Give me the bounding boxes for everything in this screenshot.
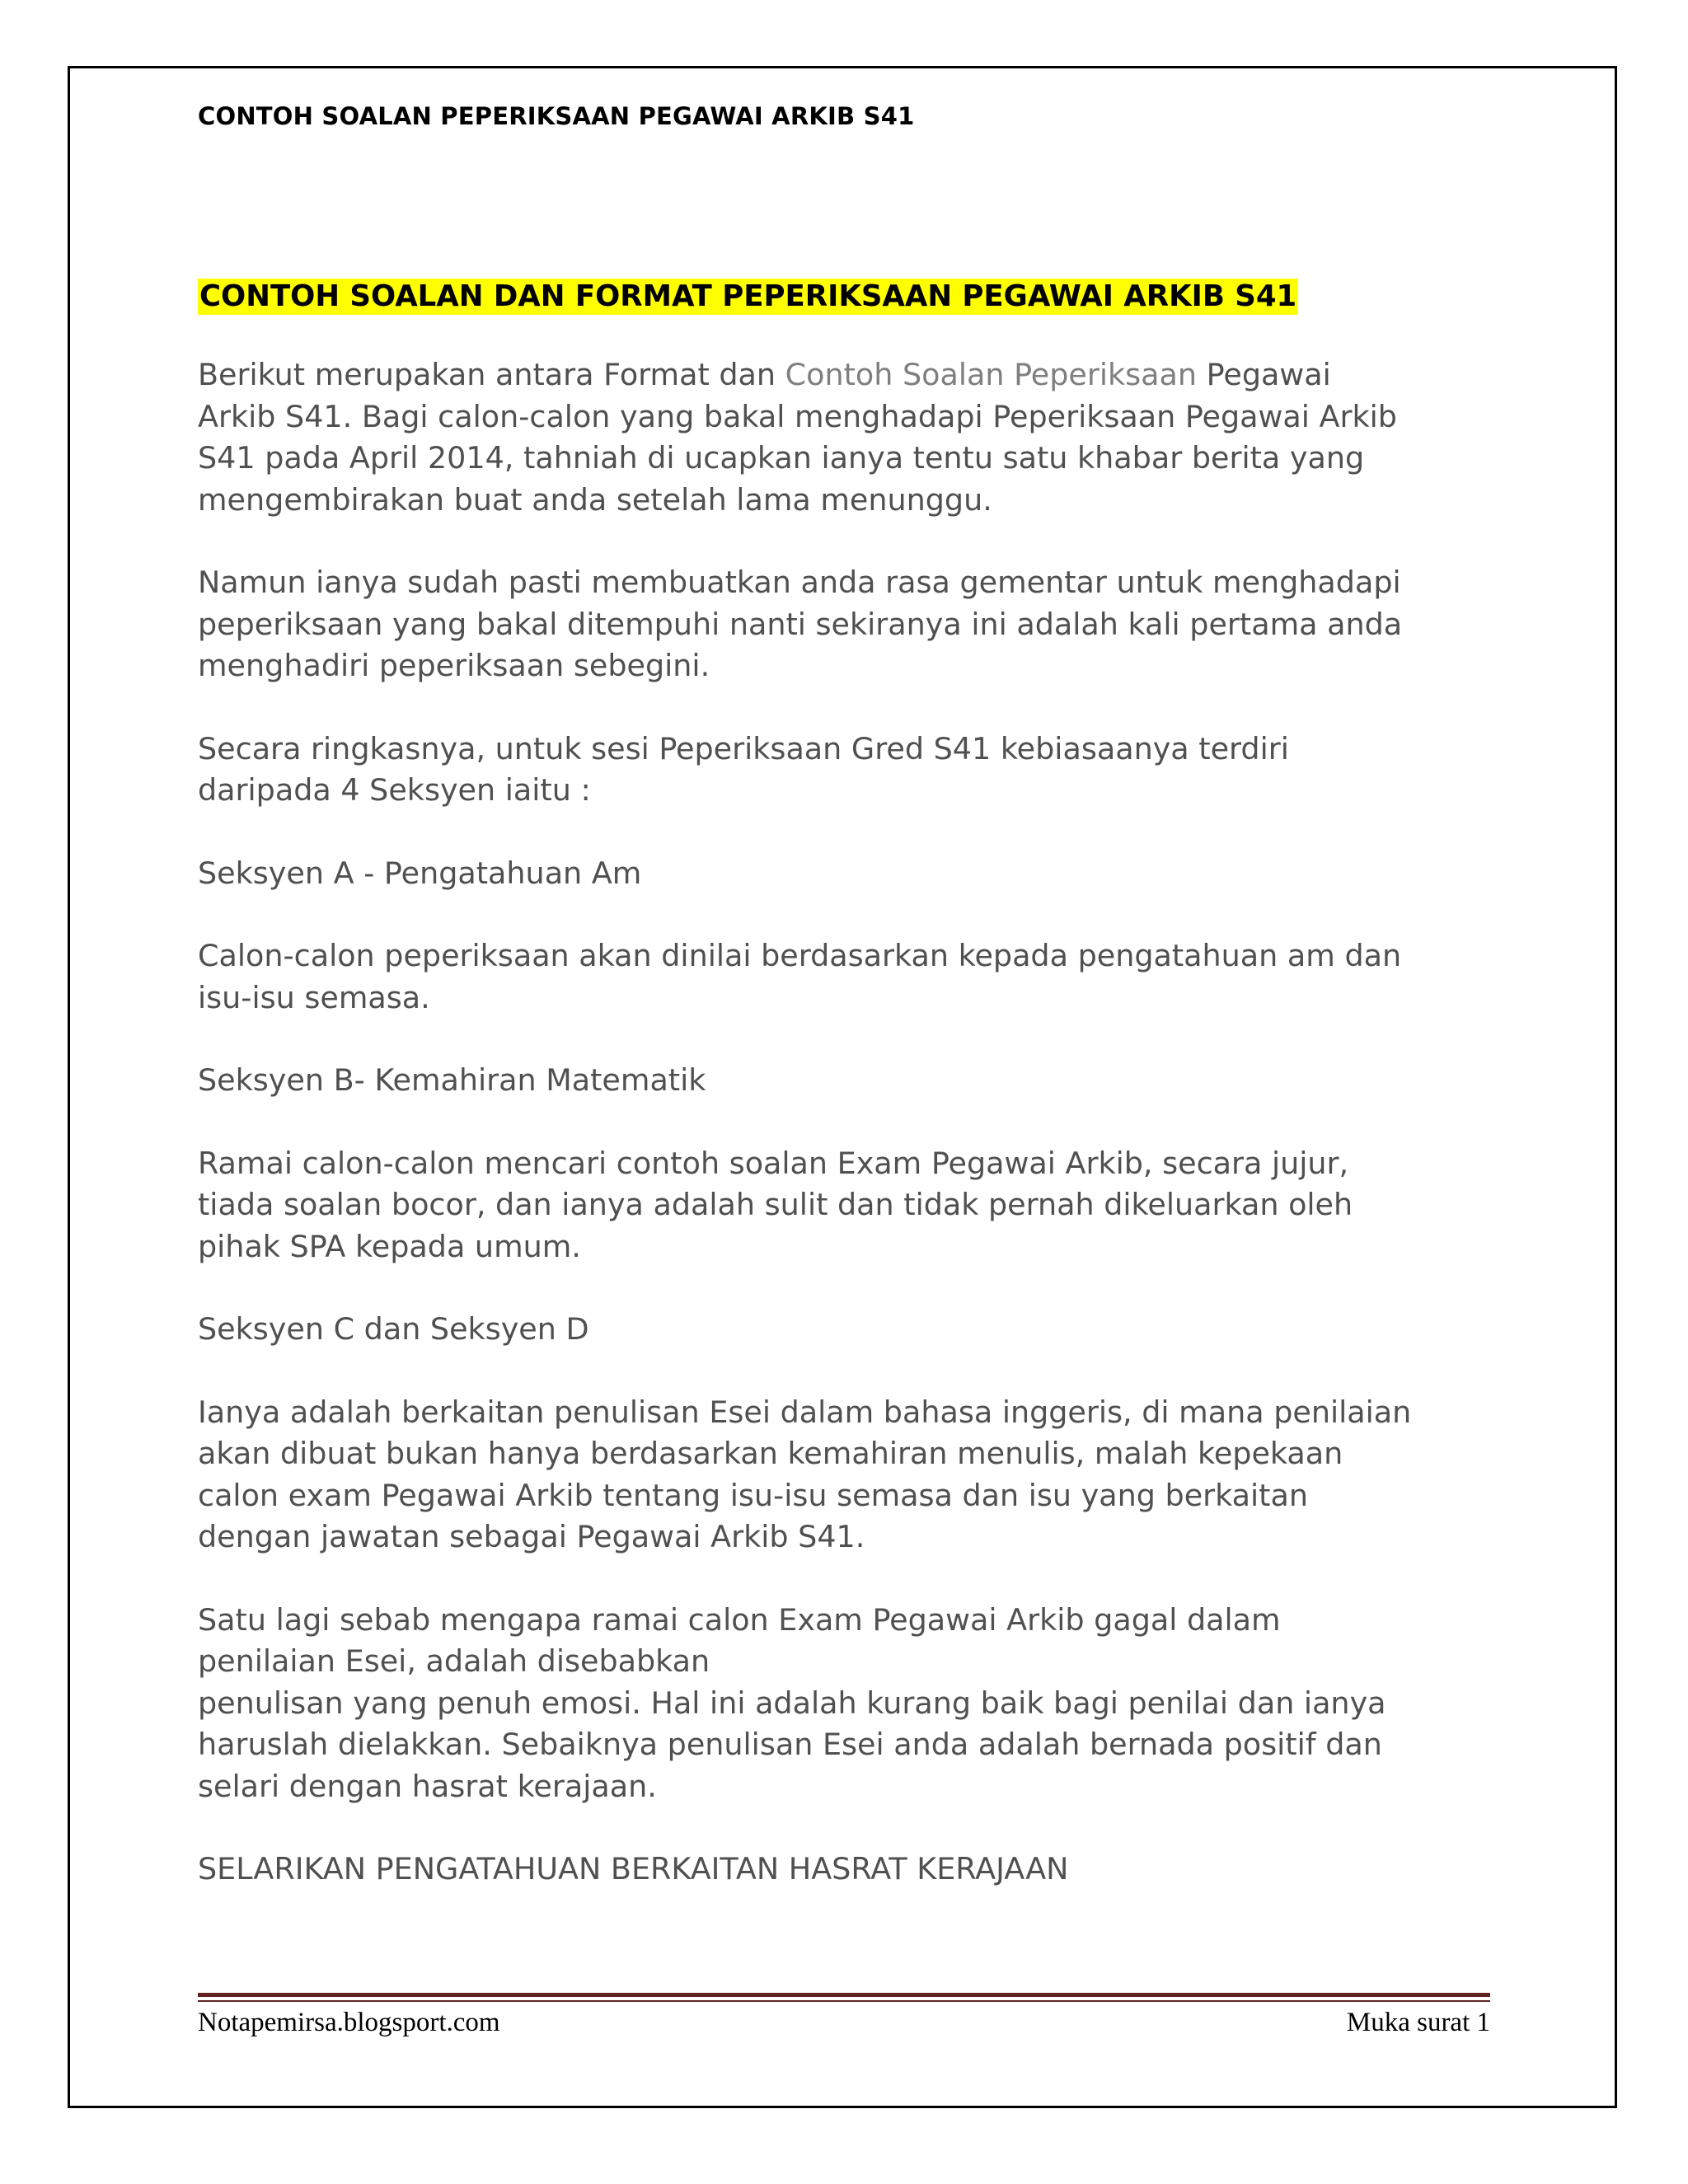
paragraph-line: Secara ringkasnya, untuk sesi Peperiksaan Gred S41 kebiasaanya terdiri	[198, 730, 1289, 766]
paragraph-line: akan dibuat bukan hanya berdasarkan kemahiran menulis, malah kepekaan	[198, 1436, 1343, 1471]
document-body	[198, 279, 1517, 1932]
paragraph-line: Calon-calon peperiksaan akan dinilai berdasarkan kepada pengatahuan am dan	[198, 938, 1402, 973]
paragraph-line: penulisan yang penuh emosi. Hal ini adalah kurang baik bagi penilai dan ianya	[198, 1685, 1386, 1721]
paragraph-line: dengan jawatan sebagai Pegawai Arkib S41.	[198, 1519, 865, 1554]
paragraph-line: Seksyen B- Kemahiran Matematik	[198, 1062, 706, 1098]
paragraph-line: pihak SPA kepada umum.	[198, 1228, 581, 1264]
intro-paragraph	[198, 354, 1517, 521]
intro-text-before-link: Berikut merupakan antara Format dan	[198, 357, 785, 392]
paragraph-line: penilaian Esei, adalah disebabkan	[198, 1643, 710, 1679]
paragraph-line: Satu lagi sebab mengapa ramai calon Exam Pegawai Arkib gagal dalam	[198, 1601, 1281, 1638]
paragraph-line: selari dengan hasrat kerajaan.	[198, 1768, 657, 1804]
paragraph-line: peperiksaan yang bakal ditempuhi nanti sekiranya ini adalah kali pertama anda	[198, 606, 1403, 642]
body-paragraph	[198, 729, 1517, 812]
paragraph-line: Seksyen A - Pengatahuan Am	[198, 855, 642, 891]
footer-rule	[198, 1993, 1490, 1997]
paragraph-line: tiada soalan bocor, dan ianya adalah sulit dan tidak pernah dikeluarkan oleh	[198, 1187, 1353, 1222]
contoh-soalan-link[interactable]: Contoh Soalan Peperiksaan	[785, 357, 1198, 392]
footer-site-name: Notapemirsa.blogsport.com	[198, 2008, 500, 2037]
intro-line: mengembirakan buat anda setelah lama menunggu.	[198, 481, 992, 518]
document-title: CONTOH SOALAN DAN FORMAT PEPERIKSAAN PEGAWAI ARKIB S41	[199, 279, 1297, 313]
paragraph-line: isu-isu semasa.	[198, 979, 430, 1015]
paragraph-line: SELARIKAN PENGATAHUAN BERKAITAN HASRAT KERAJAAN	[198, 1851, 1069, 1886]
paragraph-line: Ramai calon-calon mencari contoh soalan Exam Pegawai Arkib, secara jujur,	[198, 1145, 1349, 1181]
intro-line: S41 pada April 2014, tahniah di ucapkan ianya tentu satu khabar berita yang	[198, 440, 1365, 476]
paragraph-line: calon exam Pegawai Arkib tentang isu-isu semasa dan isu yang berkaitan	[198, 1477, 1308, 1513]
intro-first-line	[198, 354, 1517, 396]
intro-text-after-link: Pegawai	[1197, 357, 1331, 392]
page-header: CONTOH SOALAN PEPERIKSAAN PEGAWAI ARKIB S41	[198, 102, 915, 130]
body-paragraph	[198, 1143, 1517, 1268]
paragraph-line: haruslah dielakkan. Sebaiknya penulisan Esei anda adalah bernada positif dan	[198, 1727, 1382, 1762]
footer-page-number: Muka surat 1	[1346, 2008, 1490, 2037]
paragraph-line: Seksyen C dan Seksyen D	[198, 1311, 589, 1347]
paragraph-line: Ianya adalah berkaitan penulisan Esei dalam bahasa inggeris, di mana penilaian	[198, 1394, 1412, 1430]
intro-line: Arkib S41. Bagi calon-calon yang bakal menghadapi Peperiksaan Pegawai Arkib	[198, 398, 1397, 434]
body-paragraph	[198, 1060, 1517, 1102]
body-paragraph	[198, 853, 1517, 895]
body-paragraph	[198, 562, 1517, 687]
paragraph-list	[198, 562, 1517, 1891]
paragraph-line: daripada 4 Seksyen iaitu :	[198, 772, 591, 808]
body-paragraph	[198, 935, 1517, 1019]
body-paragraph	[198, 1309, 1517, 1351]
paragraph-line: menghadiri peperiksaan sebegini.	[198, 648, 710, 683]
paragraph-line: Namun ianya sudah pasti membuatkan anda rasa gementar untuk menghadapi	[198, 565, 1401, 600]
body-paragraph	[198, 1600, 1517, 1808]
body-paragraph	[198, 1392, 1517, 1558]
footer-rule-thin	[198, 2000, 1490, 2002]
body-paragraph	[198, 1849, 1517, 1891]
